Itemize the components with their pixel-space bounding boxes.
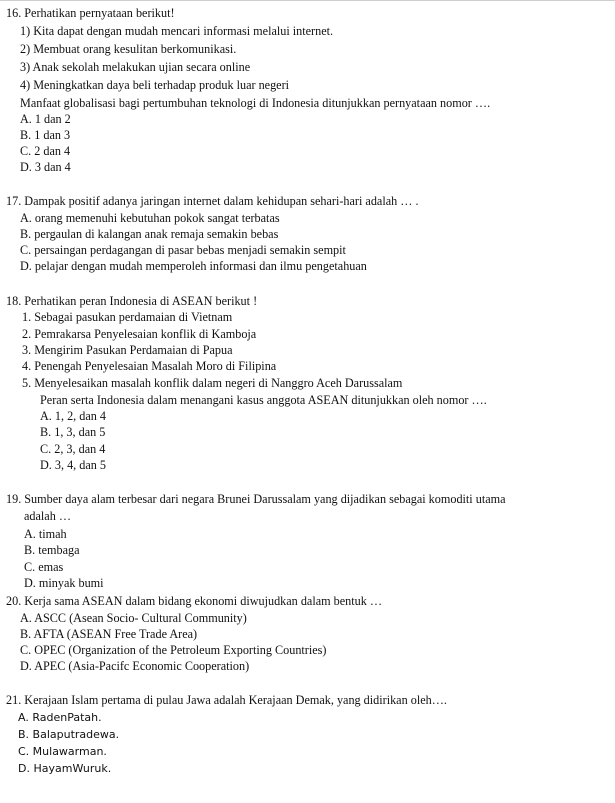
answer-option: D. 3, 4, dan 5 [40, 458, 107, 472]
statement-item: 3) Anak sekolah melakukan ujian secara online [20, 60, 251, 74]
answer-option: D. minyak bumi [24, 576, 104, 590]
question-stem: 18. Perhatikan peran Indonesia di ASEAN berikut ! [6, 294, 258, 308]
answer-option: B. 1 dan 3 [20, 128, 71, 142]
question-stem: 20. Kerja sama ASEAN dalam bidang ekonomi diwujudkan dalam bentuk … [6, 594, 383, 608]
answer-option: C. Mulawarman. [18, 745, 107, 758]
question-stem: 17. Dampak positif adanya jaringan internet dalam kehidupan sehari-hari adalah … . [6, 194, 419, 208]
answer-option: D. APEC (Asia-Pacifc Economic Cooperation) [20, 659, 250, 673]
answer-option: A. RadenPatah. [18, 711, 102, 724]
answer-option: C. persaingan perdagangan di pasar bebas menjadi semakin sempit [20, 243, 346, 257]
answer-option: C. emas [24, 560, 64, 574]
answer-option: C. 2, 3, dan 4 [40, 442, 106, 456]
answer-option: B. AFTA (ASEAN Free Trade Area) [20, 627, 198, 641]
question-prompt: Manfaat globalisasi bagi pertumbuhan teknologi di Indonesia ditunjukkan pernyataan nomor …. [20, 96, 491, 110]
statement-item: 2) Membuat orang kesulitan berkomunikasi. [20, 42, 237, 56]
answer-option: A. orang memenuhi kebutuhan pokok sangat terbatas [20, 211, 280, 225]
statement-item: 1. Sebagai pasukan perdamaian di Vietnam [22, 310, 233, 324]
question-prompt: Peran serta Indonesia dalam menangani kasus anggota ASEAN ditunjukkan oleh nomor …. [40, 393, 487, 407]
question-stem: 16. Perhatikan pernyataan berikut! [6, 6, 175, 20]
answer-option: A. ASCC (Asean Socio- Cultural Community) [20, 611, 247, 625]
statement-item: 3. Mengirim Pasukan Perdamaian di Papua [22, 343, 233, 357]
answer-option: D. 3 dan 4 [20, 160, 71, 174]
statement-item: 2. Pemrakarsa Penyelesaian konflik di Kamboja [22, 327, 257, 341]
question-stem: 19. Sumber daya alam terbesar dari negara Brunei Darussalam yang dijadikan sebagai komoditi utama [6, 492, 506, 506]
answer-option: C. OPEC (Organization of the Petroleum Exporting Countries) [20, 643, 327, 657]
answer-option: D. pelajar dengan mudah memperoleh informasi dan ilmu pengetahuan [20, 259, 367, 273]
statement-item: 4. Penengah Penyelesaian Masalah Moro di Filipina [22, 359, 277, 373]
answer-option: B. Balaputradewa. [18, 728, 120, 741]
answer-option: A. timah [24, 527, 67, 541]
answer-option: D. HayamWuruk. [18, 762, 112, 775]
answer-option: B. pergaulan di kalangan anak remaja semakin bebas [20, 227, 279, 241]
question-stem: 21. Kerajaan Islam pertama di pulau Jawa adalah Kerajaan Demak, yang didirikan oleh…. [6, 693, 447, 707]
answer-option: B. tembaga [24, 543, 80, 557]
answer-option: B. 1, 3, dan 5 [40, 425, 106, 439]
statement-item: 4) Meningkatkan daya beli terhadap produk luar negeri [20, 78, 290, 92]
statement-item: 5. Menyelesaikan masalah konflik dalam negeri di Nanggro Aceh Darussalam [22, 376, 403, 390]
answer-option: A. 1, 2, dan 4 [40, 409, 107, 423]
question-stem-continued: adalah … [24, 509, 72, 523]
page-top-border [0, 0, 615, 1]
answer-option: A. 1 dan 2 [20, 112, 71, 126]
statement-item: 1) Kita dapat dengan mudah mencari informasi melalui internet. [20, 24, 334, 38]
answer-option: C. 2 dan 4 [20, 144, 71, 158]
